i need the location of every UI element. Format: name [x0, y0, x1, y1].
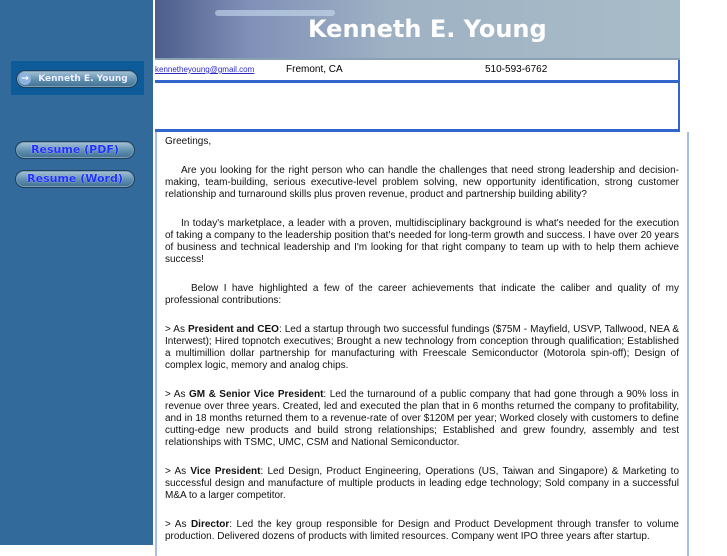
achievement-item	[165, 389, 679, 449]
email-link[interactable]: kennetheyoung@gmail.com	[155, 65, 255, 74]
resume-word-button[interactable]: Resume (Word)	[15, 170, 135, 188]
resume-pdf-button[interactable]: Resume (PDF)	[15, 141, 135, 159]
spacer-box	[155, 83, 680, 132]
sidebar	[0, 0, 153, 545]
greeting: Greetings,	[165, 136, 212, 147]
achievement-prefix: > As	[165, 389, 189, 400]
achievement-role: Director	[190, 519, 230, 530]
achievement-role: Vice President	[190, 466, 261, 477]
achievement-item	[165, 519, 679, 543]
achievement-text: : Led the turnaround of a public company that had gone through a 90% loss in revenue over three years. Created, led and executed the plan that in 6 months returned the company to profitability, and in 18 months returned them to a revenue-rate of over $120M per year; Worked closely with customers to define cutting-edge new products and build strong relationships; Established and grew foundry, assembly and test relationships with TSMC, UMC, CSM and National Semiconductor.	[165, 389, 679, 448]
main-content	[155, 132, 689, 556]
arrow-right-icon: →	[19, 73, 31, 85]
achievement-prefix: > As	[165, 324, 188, 335]
marketplace-paragraph: In today's marketplace, a leader with a proven, multidisciplinary background is what's needed for the execution of taking a company to the leadership position that's needed for long-term growth and success. I have over 20 years of business and technical leadership and I'm looking for that right company to team up with to help them achieve success!	[165, 218, 679, 265]
achievement-text: : Led the key group responsible for Design and Product Development through transfer to volume production. Delivered dozens of products with limited resources. Company went IPO three years after startup.	[165, 519, 679, 542]
highlights-paragraph: Below I have highlighted a few of the career achievements that indicate the caliber and quality of my professional contributions:	[165, 283, 679, 306]
achievement-text: : Led a startup through two successful fundings ($75M - Mayfield, USVP, Tallwood, NEA & Interwest); Hired topnotch executives; Brought a new technology from conception through qualification; Established a multimillion dollar partnership for manufacturing with Freescale Semiconductor (Motorola spin-off); Design of complex logic, memory and analog chips.	[165, 324, 680, 371]
achievement-prefix: > As	[165, 519, 191, 530]
phone: 510-593-6762	[485, 64, 548, 75]
achievement-item	[165, 324, 679, 372]
achievement-text: : Led Design, Product Engineering, Operations (US, Taiwan and Singapore) & Marketing to successful design and manufacture of multiple products in leading edge technology; Sold company in a successful M&A to a larger competitor.	[165, 466, 680, 501]
achievement-role: President and CEO	[187, 324, 279, 335]
intro-paragraph: Are you looking for the right person who can handle the challenges that need strong leadership and decision-making, team-building, serious executive-level problem solving, new opportunity identification, strong customer relationship and turnaround skills plus proven revenue, product and partnership building ability?	[165, 165, 679, 200]
location: Fremont, CA	[286, 64, 343, 75]
home-button[interactable]	[16, 70, 138, 88]
page-title: Kenneth E. Young	[308, 15, 547, 43]
achievement-prefix: > As	[165, 466, 191, 477]
home-button-label: Kenneth E. Young	[38, 74, 128, 84]
achievement-item	[165, 466, 679, 502]
name-button-container	[11, 61, 144, 95]
contact-bar	[155, 60, 680, 83]
achievement-role: GM & Senior Vice President	[188, 389, 324, 400]
